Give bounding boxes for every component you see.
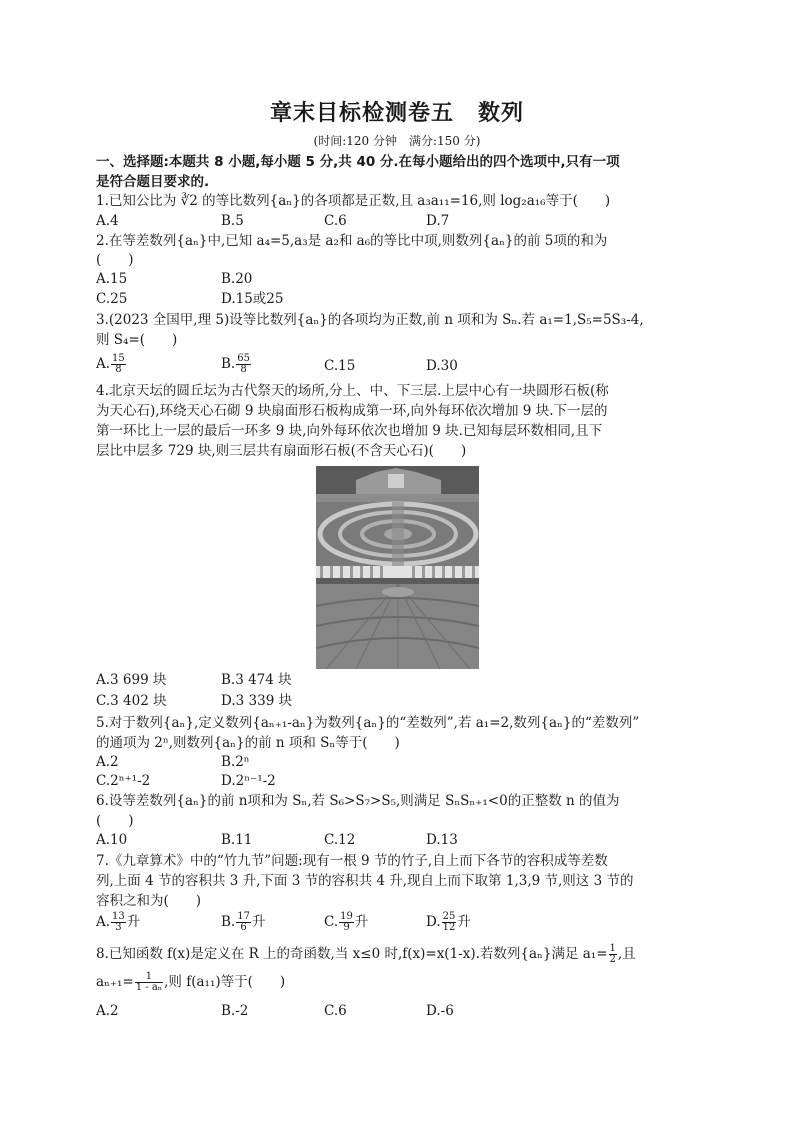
option-d: D.7 xyxy=(426,213,450,229)
fraction: $\frac{1}{2}$ xyxy=(609,943,616,965)
option-d: D.13 xyxy=(426,832,458,848)
question-7-line2: 列,上面 4 节的容积共 3 升,下面 3 节的容积共 4 升,现自上而下取第 1,3,9 节,则这 3 节的 xyxy=(96,873,634,889)
question-7-line3: 容积之和为( ) xyxy=(96,893,202,909)
question-4-line4: 层比中层多 729 块,则三层共有扇面形石板(不含天心石)( ) xyxy=(96,443,467,459)
fraction: $\frac{17}{6}$ xyxy=(237,911,250,933)
fraction: $\frac{1}{\text{1 - aₙ}}$ xyxy=(135,971,163,993)
option-c: C.2ⁿ⁺¹-2 xyxy=(96,773,151,789)
option-b: B. $\frac{65}{8}$ xyxy=(221,353,250,375)
option-d: D.2ⁿ⁻¹-2 xyxy=(221,773,276,789)
option-b: B.3 474 块 xyxy=(221,672,292,688)
fraction: $\frac{15}{8}$ xyxy=(112,353,125,375)
question-2-line1: 2.在等差数列{aₙ}中,已知 a₄=5,a₃是 a₂和 a₆的等比中项,则数列{aₙ}的前 5项的和为 xyxy=(96,233,608,249)
option-c: C.15 xyxy=(324,358,356,374)
option-c: C.25 xyxy=(96,291,128,307)
question-3-line2: 则 S₄=( ) xyxy=(96,332,178,348)
question-4-line3: 第一环比上一层的最后一环多 9 块,向外每环依次也增加 9 块.已知每层环数相同,且下 xyxy=(96,423,603,439)
question-1-text: 1.已知公比为 ∛2 的等比数列{aₙ}的各项都是正数,且 a₃a₁₁=16,则 log₂a₁₆等于( ) xyxy=(96,193,611,209)
option-c: C.6 xyxy=(324,1003,347,1019)
question-6-line2: ( ) xyxy=(96,813,134,829)
option-a: A.15 xyxy=(96,271,128,287)
question-7-line1: 7.《九章算术》中的“竹九节”问题:现有一根 9 节的竹子,自上而下各节的容积成等差数 xyxy=(96,853,608,869)
title-main: 章末目标检测卷五 xyxy=(269,101,454,126)
fraction: $\frac{65}{8}$ xyxy=(237,353,250,375)
altar-photo-graphic xyxy=(316,466,479,669)
option-d: D.15或25 xyxy=(221,291,284,307)
temple-of-heaven-altar-photo xyxy=(316,466,479,669)
option-a: A.2 xyxy=(96,754,119,770)
question-5-line2: 的通项为 2ⁿ,则数列{aₙ}的前 n 项和 Sₙ等于( ) xyxy=(96,735,400,751)
option-a: A. $\frac{15}{8}$ xyxy=(96,353,125,375)
option-c: C. $\frac{19}{9}$ 升 xyxy=(324,911,369,933)
option-a: A.2 xyxy=(96,1003,119,1019)
question-4-line2: 为天心石),环绕天心石砌 9 块扇面形石板构成第一环,向外每环依次增加 9 块.下一层的 xyxy=(96,403,608,419)
option-b: B. $\frac{17}{6}$ 升 xyxy=(221,911,266,933)
option-c: C.12 xyxy=(324,832,356,848)
option-d: D.30 xyxy=(426,358,458,374)
fraction: $\frac{19}{9}$ xyxy=(340,911,353,933)
title-topic: 数列 xyxy=(478,101,525,126)
option-a: A. $\frac{13}{3}$ 升 xyxy=(96,911,141,933)
option-a: A.4 xyxy=(96,213,119,229)
option-d: D. $\frac{25}{12}$ 升 xyxy=(426,911,471,933)
option-c: C.6 xyxy=(324,213,347,229)
option-b: B.11 xyxy=(221,832,253,848)
option-b: B.-2 xyxy=(221,1003,249,1019)
question-4-line1: 4.北京天坛的圆丘坛为古代祭天的场所,分上、中、下三层.上层中心有一块圆形石板(称 xyxy=(96,383,609,399)
question-5-line1: 5.对于数列{aₙ},定义数列{aₙ₊₁-aₙ}为数列{aₙ}的“差数列”,若 a₁=2,数列{aₙ}的“差数列” xyxy=(96,715,640,731)
fraction: $\frac{13}{3}$ xyxy=(112,911,125,933)
question-3-line1: 3.(2023 全国甲,理 5)设等比数列{aₙ}的各项均为正数,前 n 项和为 Sₙ.若 a₁=1,S₅=5S₃-4, xyxy=(96,312,644,328)
section-instructions-line2: 是符合题目要求的. xyxy=(96,174,210,190)
question-8-line1: 8.已知函数 f(x)是定义在 R 上的奇函数,当 x≤0 时,f(x)=x(1-x).若数列{aₙ}满足 a₁= $\frac{1}{2}$ ,且 xyxy=(96,943,636,965)
option-a: A.3 699 块 xyxy=(96,672,167,688)
page-title xyxy=(0,96,794,127)
option-c: C.3 402 块 xyxy=(96,693,167,709)
question-8-line2: aₙ₊₁= $\frac{1}{\text{1 - aₙ}}$ ,则 f(a₁₁)等于( ) xyxy=(96,971,286,993)
option-b: B.2ⁿ xyxy=(221,754,250,770)
exam-duration-score: (时间:120 分钟 满分:150 分) xyxy=(313,134,481,148)
option-d: D.-6 xyxy=(426,1003,454,1019)
option-a: A.10 xyxy=(96,832,128,848)
question-6-line1: 6.设等差数列{aₙ}的前 n项和为 Sₙ,若 S₆>S₇>S₅,则满足 SₙSₙ₊₁<0的正整数 n 的值为 xyxy=(96,793,620,809)
option-d: D.3 339 块 xyxy=(221,693,293,709)
option-b: B.20 xyxy=(221,271,253,287)
question-2-line2: ( ) xyxy=(96,252,134,268)
fraction: $\frac{25}{12}$ xyxy=(442,911,456,933)
option-b: B.5 xyxy=(221,213,244,229)
section-instructions-line1: 一、选择题:本题共 8 小题,每小题 5 分,共 40 分.在每小题给出的四个选项中,只有一项 xyxy=(96,154,620,170)
